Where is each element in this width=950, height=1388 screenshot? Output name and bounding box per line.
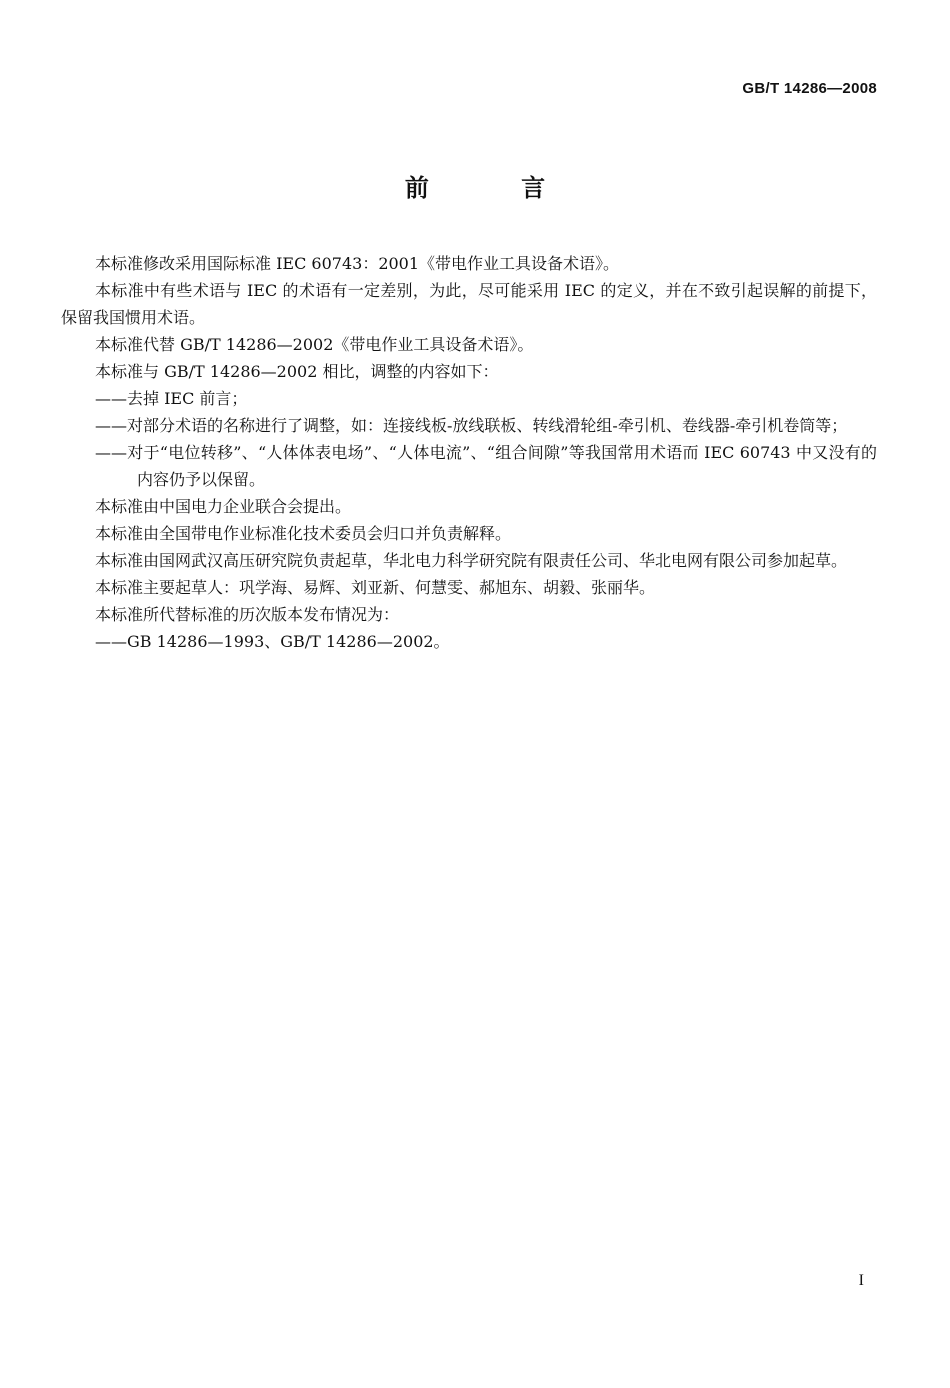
paragraph-version-history: 本标准所代替标准的历次版本发布情况为： <box>95 605 400 624</box>
list-item-change: ——去掉 IEC 前言； <box>95 389 248 408</box>
paragraph-proposer: 本标准由中国电力企业联合会提出。 <box>95 497 352 516</box>
paragraph-adoption: 本标准修改采用国际标准 IEC 60743：2001《带电作业工具设备术语》。 <box>95 254 620 273</box>
paragraph-drafting-units: 本标准由国网武汉高压研究院负责起草，华北电力科学研究院有限责任公司、华北电网有限公司参加起草。 <box>95 551 848 570</box>
paragraph-changes-intro: 本标准与 GB/T 14286—2002 相比，调整的内容如下： <box>95 362 499 381</box>
page-title: 前 言 <box>404 174 588 202</box>
paragraph-terminology-difference: 本标准中有些术语与 IEC 的术语有一定差别，为此，尽可能采用 IEC 的定义，并在不致引起误解的前提下，保留我国惯用术语。 <box>61 281 877 327</box>
paragraph-drafters: 本标准主要起草人：巩学海、易辉、刘亚新、何慧雯、郝旭东、胡毅、张丽华。 <box>95 578 656 597</box>
foreword-body <box>61 250 877 655</box>
standard-code: GB/T 14286—2008 <box>742 80 877 97</box>
paragraph-committee: 本标准由全国带电作业标准化技术委员会归口并负责解释。 <box>95 524 512 543</box>
list-item-change: ——对部分术语的名称进行了调整，如：连接线板-放线联板、转线滑轮组-牵引机、卷线器-牵引机卷筒等； <box>95 416 848 435</box>
paragraph-replaces: 本标准代替 GB/T 14286—2002《带电作业工具设备术语》。 <box>95 335 534 354</box>
list-item-previous-version: ——GB 14286—1993、GB/T 14286—2002。 <box>95 632 450 651</box>
page-number: I <box>858 1272 864 1289</box>
list-item-change: ——对于“电位转移”、“人体体表电场”、“人体电流”、“组合间隙”等我国常用术语而 IEC 60743 中又没有的内容仍予以保留。 <box>95 443 877 489</box>
